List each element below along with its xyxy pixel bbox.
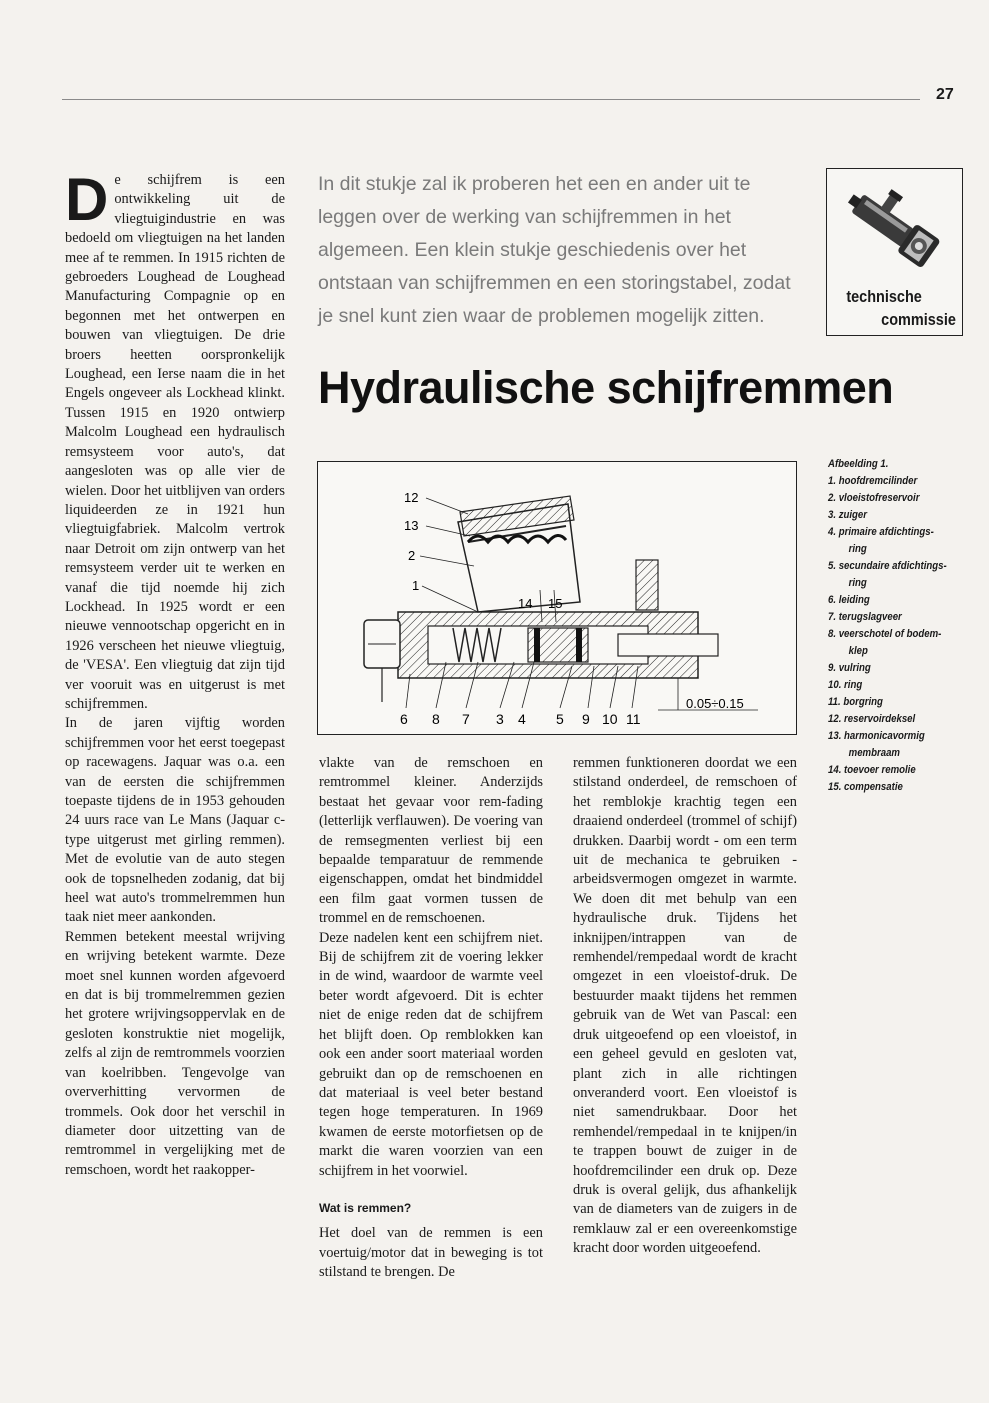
caption-item: 6. leiding xyxy=(828,594,870,606)
caption-item: 9. vulring xyxy=(828,662,871,674)
article-column-3 xyxy=(573,754,797,1259)
caption-item: 8. veerschotel of bodem- xyxy=(828,628,942,640)
logo-text-line1: technische xyxy=(846,287,922,306)
caption-item: ring xyxy=(848,543,867,555)
caption-item: 1. hoofdremcilinder xyxy=(828,475,918,487)
callout-label: 10 xyxy=(602,711,618,727)
article-headline: Hydraulische schijfremmen xyxy=(318,362,894,413)
caption-item: 3. zuiger xyxy=(828,509,868,521)
article-paragraph: Deze nadelen kent een schijfrem niet. Bij de schijfrem zit de voering lekker in de wind, waardoor de warmte veel beter wordt afgevoerd. Dit is echter niet de enige reden dat de schijfrem het blijft doen. Op remblokken kan ook een ander soort materiaal worden gebruikt dan op de remschoenen en dat materiaal is veel beter bestand tegen hoge temperaturen. In 1969 kwamen de eerste motorfietsen op de markt die waren voorzien van een schijfrem in het voorwiel. xyxy=(319,929,543,1179)
callout-label: 4 xyxy=(518,711,526,727)
caption-item: 10. ring xyxy=(828,679,863,691)
section-subheading: Wat is remmen? xyxy=(319,1200,412,1215)
caption-item: 7. terugslagveer xyxy=(828,611,902,623)
figure-caption xyxy=(828,456,972,796)
caption-item: 4. primaire afdichtings- xyxy=(828,526,934,538)
callout-label: 8 xyxy=(432,711,440,727)
callout-label: 3 xyxy=(496,711,504,727)
caption-item: klep xyxy=(848,645,868,657)
section-logo xyxy=(826,168,963,336)
header-rule xyxy=(62,99,920,100)
caption-item: membraam xyxy=(848,747,900,759)
dimension-label: 0.05÷0.15 xyxy=(686,696,744,711)
article-paragraph: De schijfrem is een ontwikkeling uit de vliegtuigindustrie en was bedoeld om vliegtuigen na het landen mee af te remmen. In 1915 richten de gebroeders Loughead de Loughead Manufacturing Compagnie op en begonnen met het ontwerpen en bouwen van vliegtuigen. De drie broers heetten oorspronkelijk Loughead, een Ierse naam die in het Engels ongeveer als Lockhead klinkt. Tussen 1915 en 1920 ontwierp Malcolm Loughead een hydraulisch remsysteem voor auto's, dat aangesloten was op alle vier de wielen. Door het uitblijven van orders liquideerden ze in 1921 hun vliegtuigfabriek. Malcolm vertrok naar Detroit om zijn ontwerp van het remsysteem verder uit te werken en vanaf die tijd noemde hij zich Lockhead. In 1925 wordt er een nieuwe vennootschap opgericht en in 1926 verscheen het nieuwe vliegtuig, de 'VESA'. Een vliegtuig dat zijn tijd ver vooruit was en uitgerust is met schijfremmen. xyxy=(65,171,285,712)
master-cylinder-drawing xyxy=(318,462,798,736)
caption-item: 5. secundaire afdichtings- xyxy=(828,560,947,572)
caption-item: ring xyxy=(848,577,867,589)
callout-label: 1 xyxy=(412,578,420,593)
callout-label: 9 xyxy=(582,711,590,727)
caption-title: Afbeelding 1. xyxy=(828,458,889,470)
caption-item: 15. compensatie xyxy=(828,781,903,793)
logo-text-line2: commissie xyxy=(881,310,956,329)
callout-label: 5 xyxy=(556,711,564,727)
callout-label: 15 xyxy=(548,596,563,611)
callout-label: 11 xyxy=(626,711,641,727)
drop-cap: D xyxy=(65,171,109,233)
caption-item: 13. harmonicavormig xyxy=(828,730,925,742)
callout-label: 2 xyxy=(408,548,416,563)
article-column-1 xyxy=(65,171,285,1180)
technical-drawing xyxy=(317,461,797,735)
article-paragraph: Remmen betekent meestal wrijving en wrijving betekent warmte. Deze moet snel kunnen worden afgevoerd en dat is bij trommelremmen gezien het grotere wrijvingsoppervlak en de gesloten konstruktie niet mogelijk, zelfs al zijn de remtrommels voorzien van koelribben. Tengevolge van oververhitting vervormen de trommels. Ook door het verschil in diameter door uitzetting van de remtrommel in vergelijking met de remschoen, wordt het raakopper- xyxy=(65,928,285,1178)
callout-label: 7 xyxy=(462,711,470,727)
article-paragraph: remmen funktioneren doordat we een stilstand onderdeel, de remschoen of het remblokje krachtig tegen een draaiend onderdeel (trommel of schijf) drukken. Daarbij wordt - om een term uit de mechanica te gebruiken - arbeidsvermogen omgezet in warmte. We doen dit met behulp van een hydraulische druk. Tijdens het inknijpen/intrappen van de remhendel/rempedaal wordt de kracht omgezet in een vloeistof-druk. De bestuurder maakt tijdens het remmen gebruik van de Wet van Pascal: een druk uitgeoefend op een vloeistof, in een geheel gevuld en gesloten vat, plant zich in alle richtingen onveranderd voort. Een vloeistof is niet samendrukbaar. Door het remhendel/rempedaal in te knijpen/in te trappen bouwt de zuiger in de hoofdremcilinder een druk op. Deze druk is overal gelijk, dus afhankelijk van de diameters van de zuigers in de remklauw zal er een overeenkomstige kracht door worden uitgeoefend. xyxy=(573,755,797,1257)
article-paragraph: In de jaren vijftig worden schijfremmen voor het eerst toegepast op racewagens. Jaquar was o.a. een van de eersten die schijfremmen toepaste tijdens de in 1953 gehouden 24 uurs race van Le Mans (Jaquar c-type uitgerust met girling remmen). Met de evolutie van de auto stegen ook de topsnelheden zodanig, dat bij heel wat auto's trommelremmen hun taak niet meer aankonden. xyxy=(65,715,285,926)
callout-label: 6 xyxy=(400,711,408,727)
caption-item: 12. reservoirdeksel xyxy=(828,713,916,725)
brake-cylinder-icon xyxy=(833,173,958,291)
caption-item: 11. borgring xyxy=(828,696,883,708)
caption-item: 2. vloeistofreservoir xyxy=(828,492,920,504)
article-paragraph: Het doel van de remmen is een voertuig/motor dat in beweging is tot stilstand te brengen. De xyxy=(319,1225,543,1281)
article-paragraph: vlakte van de remschoen en remtrommel kleiner. Anderzijds bestaat het gevaar voor rem-fading (letterlijk verflauwen). De voering van de remsegmenten verliest bij een bepaalde temparatuur de remmende eigenschappen, omdat het bindmiddel een film gaat vormen tussen de trommel en de remschoenen. xyxy=(319,755,543,927)
callout-label: 13 xyxy=(404,518,419,533)
article-column-2 xyxy=(319,754,543,1283)
callout-label: 12 xyxy=(404,490,419,505)
page-number: 27 xyxy=(936,86,954,103)
intro-text: In dit stukje zal ik proberen het een en ander uit te leggen over de werking van schijfremmen in het algemeen. Een klein stukje geschiedenis over het ontstaan van schijfremmen en een storingstabel, zodat je snel kunt zien waar de problemen mogelijk zitten. xyxy=(318,173,791,327)
callout-label: 14 xyxy=(518,596,533,611)
caption-item: 14. toevoer remolie xyxy=(828,764,916,776)
